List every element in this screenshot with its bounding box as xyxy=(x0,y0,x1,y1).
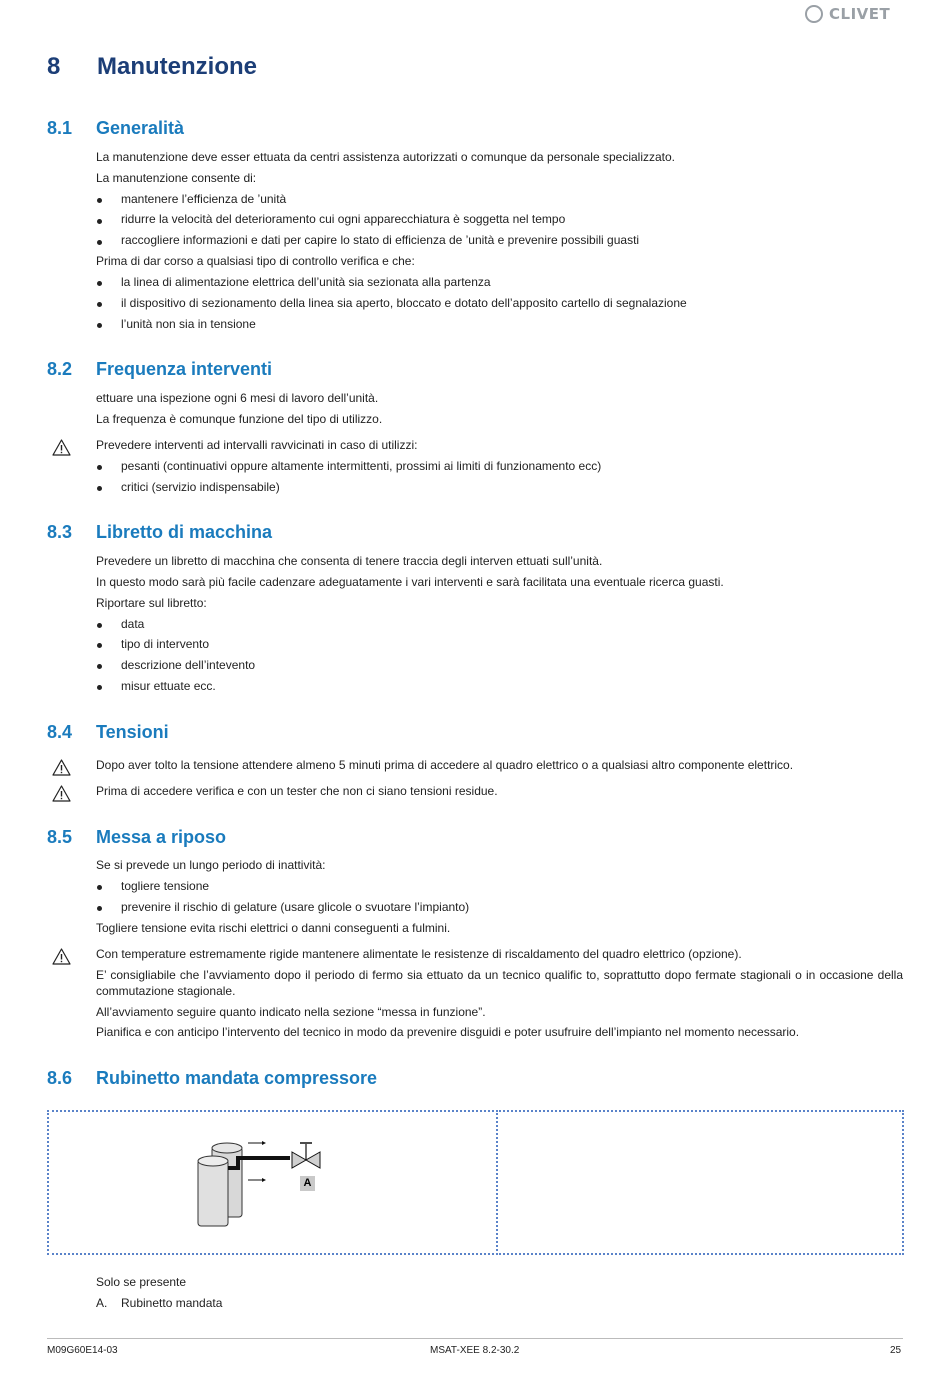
bullet-dot xyxy=(97,643,102,648)
section-number: 8.3 xyxy=(47,522,73,542)
list-item: descrizione dell’intevento xyxy=(121,658,256,672)
chapter-number: 8 xyxy=(47,53,61,80)
section-title: Generalità xyxy=(96,118,185,138)
text-line: La frequenza è comunque funzione del tipo di utilizzo. xyxy=(96,412,383,426)
bullet-dot xyxy=(97,906,102,911)
text-line: Prima di dar corso a qualsiasi tipo di controllo verifica e che: xyxy=(96,254,415,268)
warning-icon xyxy=(52,948,71,965)
warning-icon xyxy=(52,439,71,456)
logo-text: CLIVET xyxy=(829,5,891,23)
caption-letter: A. xyxy=(96,1296,108,1310)
bullet-dot xyxy=(97,486,102,491)
text-line: Riportare sul libretto: xyxy=(96,596,207,610)
bullet-dot xyxy=(97,465,102,470)
bullet-dot xyxy=(97,623,102,628)
list-item: l’unità non sia in tensione xyxy=(121,317,256,331)
list-item: misur ettuate ecc. xyxy=(121,679,216,693)
section-heading-8-2 xyxy=(47,359,272,380)
chapter-title xyxy=(47,53,257,81)
bullet-dot xyxy=(97,302,102,307)
list-item: pesanti (continuativi oppure altamente intermittenti, prossimi ai limiti di funzionamento ecc) xyxy=(121,459,602,473)
bullet-dot xyxy=(97,240,102,245)
text-line: ettuare una ispezione ogni 6 mesi di lavoro dell’unità. xyxy=(96,391,379,405)
list-item: raccogliere informazioni e dati per capire lo stato di efficienza de ’unità e prevenire possibili guasti xyxy=(121,233,640,247)
bullet-dot xyxy=(97,885,102,890)
figure-label-a: A xyxy=(300,1176,315,1191)
text-line: Prevedere un libretto di macchina che consenta di tenere traccia degli interven ettuati sull’unità. xyxy=(96,554,603,568)
text-line: All’avviamento seguire quanto indicato nella sezione “messa in funzione”. xyxy=(96,1005,486,1019)
section-heading-8-4 xyxy=(47,722,169,743)
section-heading-8-6 xyxy=(47,1068,377,1089)
text-line: Togliere tensione evita rischi elettrici o danni conseguenti a fulmini. xyxy=(96,921,451,935)
section-number: 8.4 xyxy=(47,722,73,742)
section-title: Rubinetto mandata compressore xyxy=(96,1068,378,1088)
logo-mark-icon xyxy=(805,5,823,23)
list-item: critici (servizio indispensabile) xyxy=(121,480,280,494)
text-line: La manutenzione deve esser ettuata da centri assistenza autorizzati o comunque da personale specializzato. xyxy=(96,150,676,164)
caption-note: Solo se presente xyxy=(96,1275,187,1289)
section-heading-8-3 xyxy=(47,522,272,543)
bullet-dot xyxy=(97,219,102,224)
list-item: prevenire il rischio di gelature (usare glicole o svuotare l’impianto) xyxy=(121,900,470,914)
figure-panel-right xyxy=(496,1110,904,1255)
bullet-dot xyxy=(97,664,102,669)
text-line: Se si prevede un lungo periodo di inattività: xyxy=(96,858,326,872)
list-item: togliere tensione xyxy=(121,879,210,893)
list-item: tipo di intervento xyxy=(121,637,210,651)
section-number: 8.6 xyxy=(47,1068,73,1088)
section-title: Libretto di macchina xyxy=(96,522,273,542)
footer-doc-code: M09G60E14-03 xyxy=(47,1345,118,1356)
section-heading-8-1 xyxy=(47,118,184,139)
text-line: La manutenzione consente di: xyxy=(96,171,257,185)
list-item: data xyxy=(121,617,145,631)
warning-text: Prima di accedere verifica e con un tester che non ci siano tensioni residue. xyxy=(96,784,498,798)
section-heading-8-5 xyxy=(47,827,226,848)
list-item: ridurre la velocità del deterioramento cui ogni apparecchiatura è soggetta nel tempo xyxy=(121,212,566,226)
list-item: il dispositivo di sezionamento della linea sia aperto, bloccato e dotato dell’apposito cartello di segnalazione xyxy=(121,296,687,310)
text-paragraph: E’ consigliabile che l’avviamento dopo il periodo di fermo sia ettuato da un tecnico qualific to, soprattutto dopo fermate stagionali o in occasione della commutazione stagionale. xyxy=(96,968,903,998)
clivet-logo xyxy=(803,3,907,27)
section-title: Frequenza interventi xyxy=(96,359,273,379)
section-number: 8.2 xyxy=(47,359,73,379)
caption-text: Rubinetto mandata xyxy=(121,1296,223,1310)
list-item: la linea di alimentazione elettrica dell’unità sia sezionata alla partenza xyxy=(121,275,491,289)
page-number: 25 xyxy=(890,1345,902,1356)
section-title: Messa a riposo xyxy=(96,827,227,847)
warning-text: Dopo aver tolto la tensione attendere almeno 5 minuti prima di accedere al quadro elettrico o a qualsiasi altro componente elettrico. xyxy=(96,758,794,772)
warning-text: Prevedere interventi ad intervalli ravvicinati in caso di utilizzi: xyxy=(96,438,418,452)
warning-text: Con temperature estremamente rigide mantenere alimentate le resistenze di riscaldamento del quadro elettrico (opzione). xyxy=(96,947,742,961)
text-line: Pianifica e con anticipo l’intervento del tecnico in modo da prevenire disguidi e poter usufruire dell’impianto nel momento necessario. xyxy=(96,1025,800,1039)
list-item: mantenere l’efficienza de ’unità xyxy=(121,192,287,206)
text-line: In questo modo sarà più facile cadenzare adeguatamente i vari interventi e sarà facilitata una eventuale ricerca guasti. xyxy=(96,575,724,589)
warning-icon xyxy=(52,759,71,776)
bullet-dot xyxy=(97,198,102,203)
footer-divider xyxy=(47,1338,903,1339)
bullet-dot xyxy=(97,281,102,286)
warning-icon xyxy=(52,785,71,802)
footer-model: MSAT-XEE 8.2-30.2 xyxy=(430,1345,520,1356)
section-number: 8.1 xyxy=(47,118,73,138)
bullet-dot xyxy=(97,685,102,690)
chapter-title-text: Manutenzione xyxy=(97,53,257,80)
section-title: Tensioni xyxy=(96,722,169,742)
bullet-dot xyxy=(97,323,102,328)
section-number: 8.5 xyxy=(47,827,73,847)
